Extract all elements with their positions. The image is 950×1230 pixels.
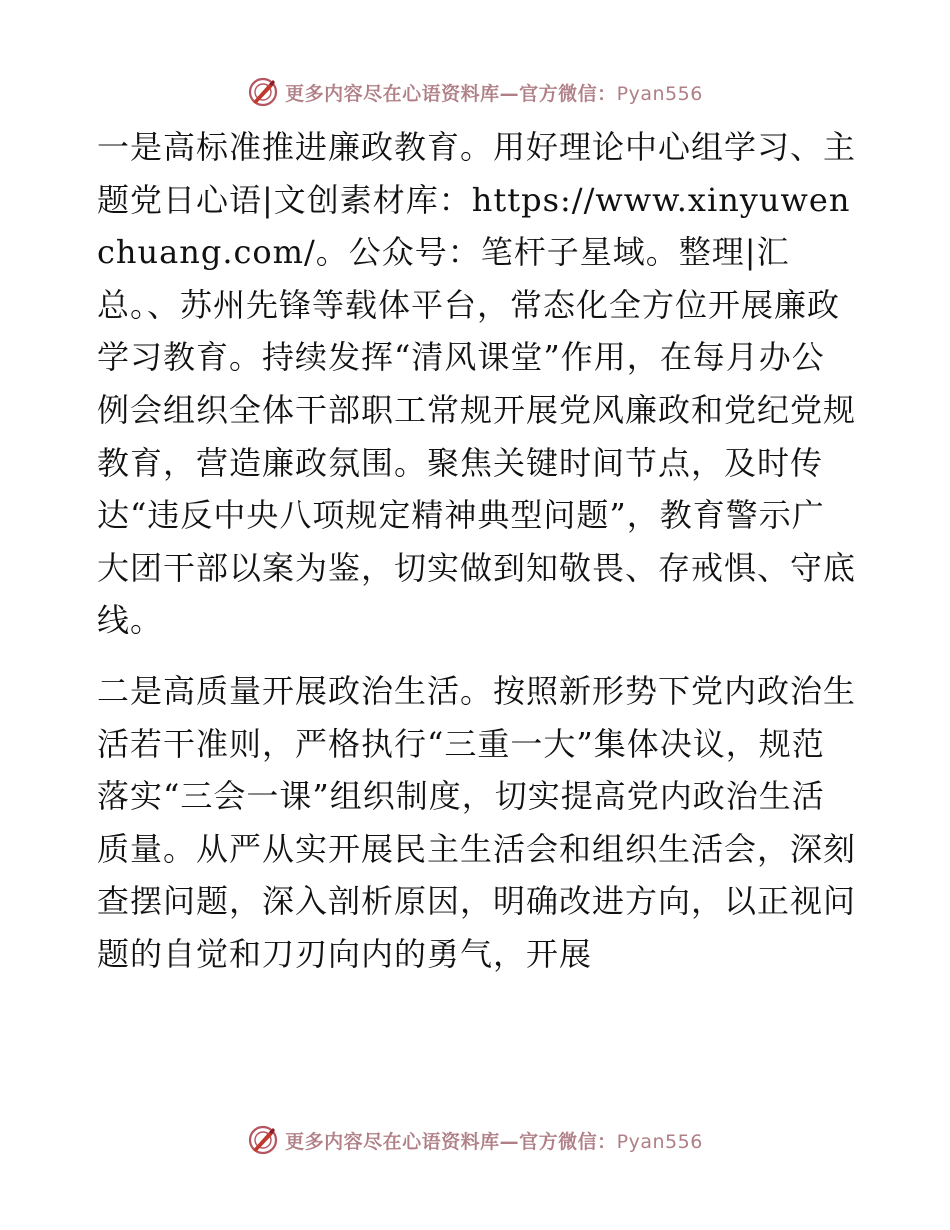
banner-inner xyxy=(247,76,703,108)
banner-title: 更多内容尽在心语资料库—官方微信： xyxy=(285,1130,617,1153)
header-banner xyxy=(0,72,950,112)
paragraph-2: 二是高质量开展政治生活。按照新形势下党内政治生活若干准则，严格执行“三重一大”集体决议，规范落实“三会一课”组织制度，切实提高党内政治生活质量。从严从实开展民主生活会和组织生活会，深刻查摆问题，深入剖析原因，明确改进方向，以正视问题的自觉和刀刃向内的勇气，开展 xyxy=(97,671,857,973)
pen-logo-icon xyxy=(247,76,279,108)
pen-logo-icon xyxy=(247,1124,279,1156)
banner-title: 更多内容尽在心语资料库—官方微信： xyxy=(285,82,617,105)
banner-text xyxy=(285,79,703,106)
banner-inner xyxy=(247,1124,703,1156)
banner-account: Pyan556 xyxy=(616,82,703,105)
banner-text xyxy=(285,1127,703,1154)
document-body xyxy=(97,121,857,981)
banner-account: Pyan556 xyxy=(616,1130,703,1153)
footer-banner xyxy=(0,1120,950,1160)
paragraph-1: 一是高标准推进廉政教育。用好理论中心组学习、主题党日心语|文创素材库：https://www.xinyuwenchuang.com/。公众号：笔杆子星域。整理|汇总。、苏州先锋等载体平台，常态化全方位开展廉政学习教育。持续发挥“清风课堂”作用，在每月办公例会组织全体干部职工常规开展党风廉政和党纪党规教育，营造廉政氛围。聚焦关键时间节点，及时传达“违反中央八项规定精神典型问题”，教育警示广大团干部以案为鉴，切实做到知敬畏、存戒惧、守底线。 xyxy=(97,128,857,640)
